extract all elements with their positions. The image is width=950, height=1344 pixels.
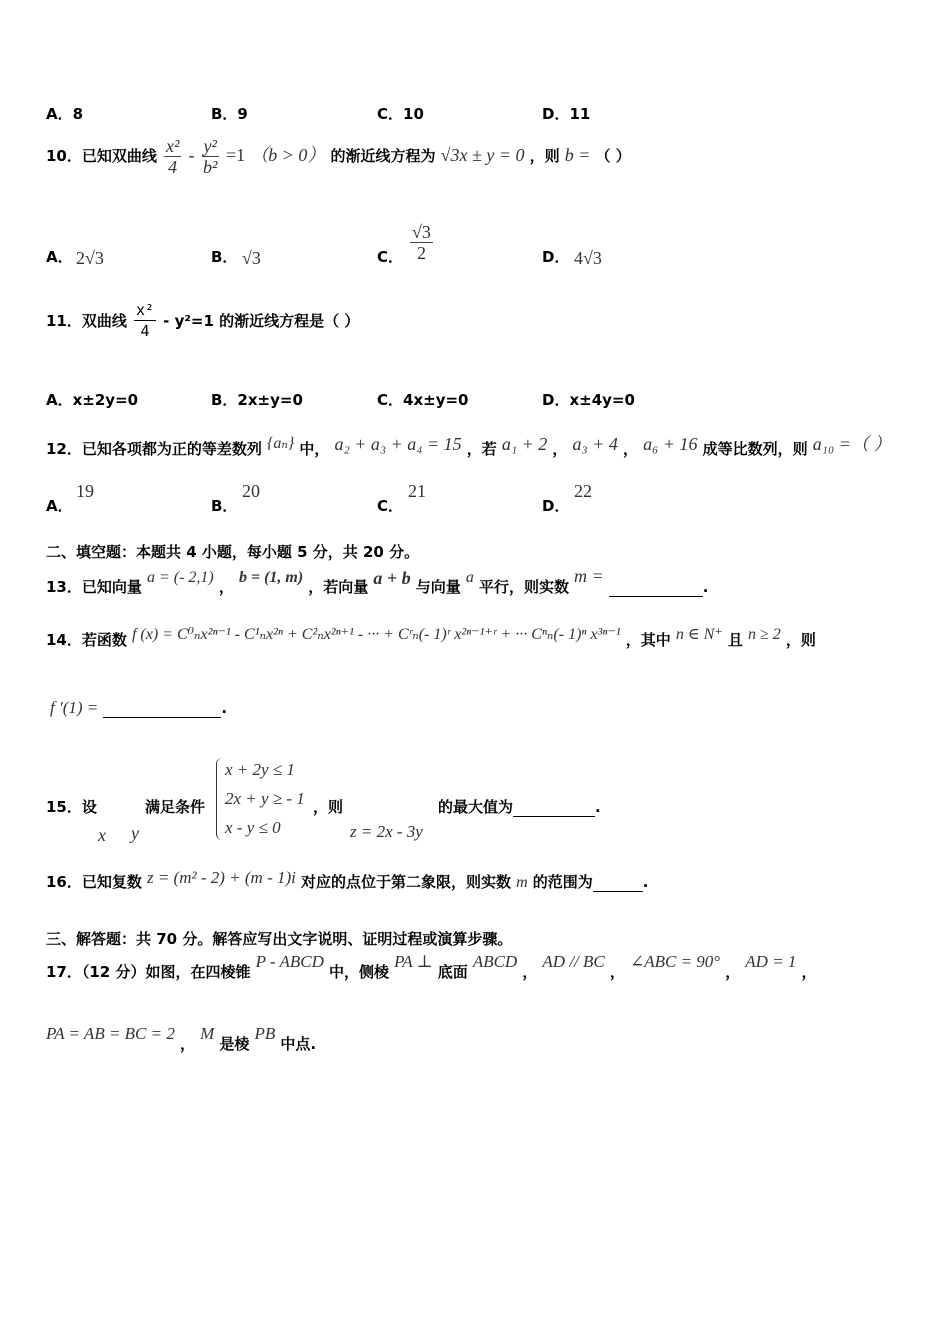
q12-option-c: 21 [408,481,426,501]
q14-answer-blank [103,701,221,718]
q11-fraction: $\frac{\text{x²}}{4}$ [135,301,155,340]
q10-fraction-y: $\frac{\text{y²}}{\text{b²}}$ [203,136,218,177]
q10-fraction-x: $\frac{\text{x²}}{4}$ [165,136,180,177]
section-3-heading: 三、解答题：共 70 分。解答应写出文字说明、证明过程或演算步骤。 [46,930,513,948]
question-16: 16．已知复数 z = (m² - 2) + (m - 1)i 对应的点位于第二象限，则实数 m 的范围为 . [46,868,649,891]
q10-stem: 10．已知双曲线 [46,147,157,165]
q11-option-a: A．x±2y=0 [46,391,139,409]
q12-option-a: 19 [76,481,94,501]
q12-stem: 12．已知各项都为正的等差数列 [46,440,262,458]
q9-option-d: D．11 [542,105,591,123]
q12-option-d-label: D． [542,497,570,515]
q12-option-d: 22 [574,481,592,501]
q15-constraint-1: x + 2y ≤ 1 [225,760,295,779]
q14-answer-line: f ′(1) = . [50,698,228,717]
q12-option-a-label: A． [46,497,73,515]
q15-constraint-3: x - y ≤ 0 [225,818,281,837]
q15-satisfy: 满足条件 [145,798,206,816]
q10-condition: （b > 0） [250,145,326,165]
q12-option-b: 20 [242,481,260,501]
q10-option-b: √3 [242,248,261,268]
question-10: 10．已知双曲线 $\frac{\text{x²}}{4}$ - $\frac{\text{y²}}{\text{b²}}$ =1 （b > 0） 的渐近线方程为 √3x ± y = 0 ，则 b = （ ） [46,136,631,177]
q13-stem: 13．已知向量 [46,578,142,596]
q15-var-x: x [98,825,106,845]
question-13: 13．已知向量 a = (- 2,1) ， b = (1, m) ，若向量 a + b 与向量 a 平行，则实数 m = . [46,566,709,596]
q15-stem: 15．设 [46,798,97,816]
q10-option-a-label: A． [46,248,73,266]
q16-answer-blank [593,875,643,892]
question-12: 12．已知各项都为正的等差数列 {aₙ} 中， a₂ + a₃ + a₄ = 15 ，若 a₁ + 2 ， a₃ + 4 ， a₆ + 16 成等比数列，则 a₁₀ =（ ） [46,434,892,458]
q15-brace [216,758,223,840]
q9-option-c: C．10 [377,105,424,123]
q15-constraint-2: 2x + y ≥ - 1 [225,789,305,808]
q11-option-d: D．x±4y=0 [542,391,635,409]
q16-stem: 16．已知复数 [46,873,142,891]
q16-expression: z = (m² - 2) + (m - 1)i [146,868,296,887]
question-17: 17．（12 分）如图，在四棱锥 P - ABCD 中，侧棱 PA ⊥ 底面 ABCD ， AD // BC ， ∠ABC = 90° ， AD = 1 ， [46,952,817,981]
q15-answer-blank [513,800,595,817]
q17-stem: 17．（12 分）如图，在四棱锥 [46,963,251,981]
q15-max: 的最大值为 . [438,798,601,816]
q11-option-b: B．2x±y=0 [211,391,303,409]
q14-stem: 14．若函数 [46,631,127,649]
q15-objective: z = 2x - 3y [350,822,423,841]
q17-line-2: PA = AB = BC = 2 ， M 是棱 PB 中点. [46,1024,317,1053]
q12-option-b-label: B． [211,497,238,515]
q11-option-c: C．4x±y=0 [377,391,469,409]
q15-var-y: y [131,823,139,843]
q11-stem: 11．双曲线 [46,312,127,330]
q10-option-d: 4√3 [574,248,602,268]
q15-then: ，则 [313,798,344,816]
q10-option-c: $\frac{√3}{2}$ [412,222,431,263]
section-2-heading: 二、填空题：本题共 4 小题，每小题 5 分，共 20 分。 [46,543,420,561]
q13-answer-blank [609,580,703,597]
q9-option-b: B．9 [211,105,248,123]
q10-option-c-label: C． [377,248,404,266]
question-11: 11．双曲线 $\frac{\text{x²}}{4}$ - y²=1 的渐近线方程是（ ） [46,301,360,340]
q14-function: f (x) = C⁰ₙx²ⁿ⁻¹ - C¹ₙx²ⁿ + C²ₙx²ⁿ⁺¹ - ··· + Cʳₙ(- 1)ʳ x²ⁿ⁻¹⁺ʳ + ··· Cⁿₙ(- 1)ⁿ x³ⁿ⁻¹ [131,626,621,643]
q10-option-b-label: B． [211,248,238,266]
q9-option-a: A．8 [46,105,84,123]
q12-option-c-label: C． [377,497,404,515]
question-14: 14．若函数 f (x) = C⁰ₙx²ⁿ⁻¹ - C¹ₙx²ⁿ + C²ₙx²ⁿ⁺¹ - ··· + Cʳₙ(- 1)ʳ x²ⁿ⁻¹⁺ʳ + ··· Cⁿₙ(- 1)ⁿ x³ⁿ⁻¹ ，其中 n ∈ N⁺ 且 n ≥ 2 ，则 [46,626,816,649]
q10-option-d-label: D． [542,248,570,266]
q10-asymptote: √3x ± y = 0 [440,145,525,165]
q10-option-a: 2√3 [76,248,104,268]
